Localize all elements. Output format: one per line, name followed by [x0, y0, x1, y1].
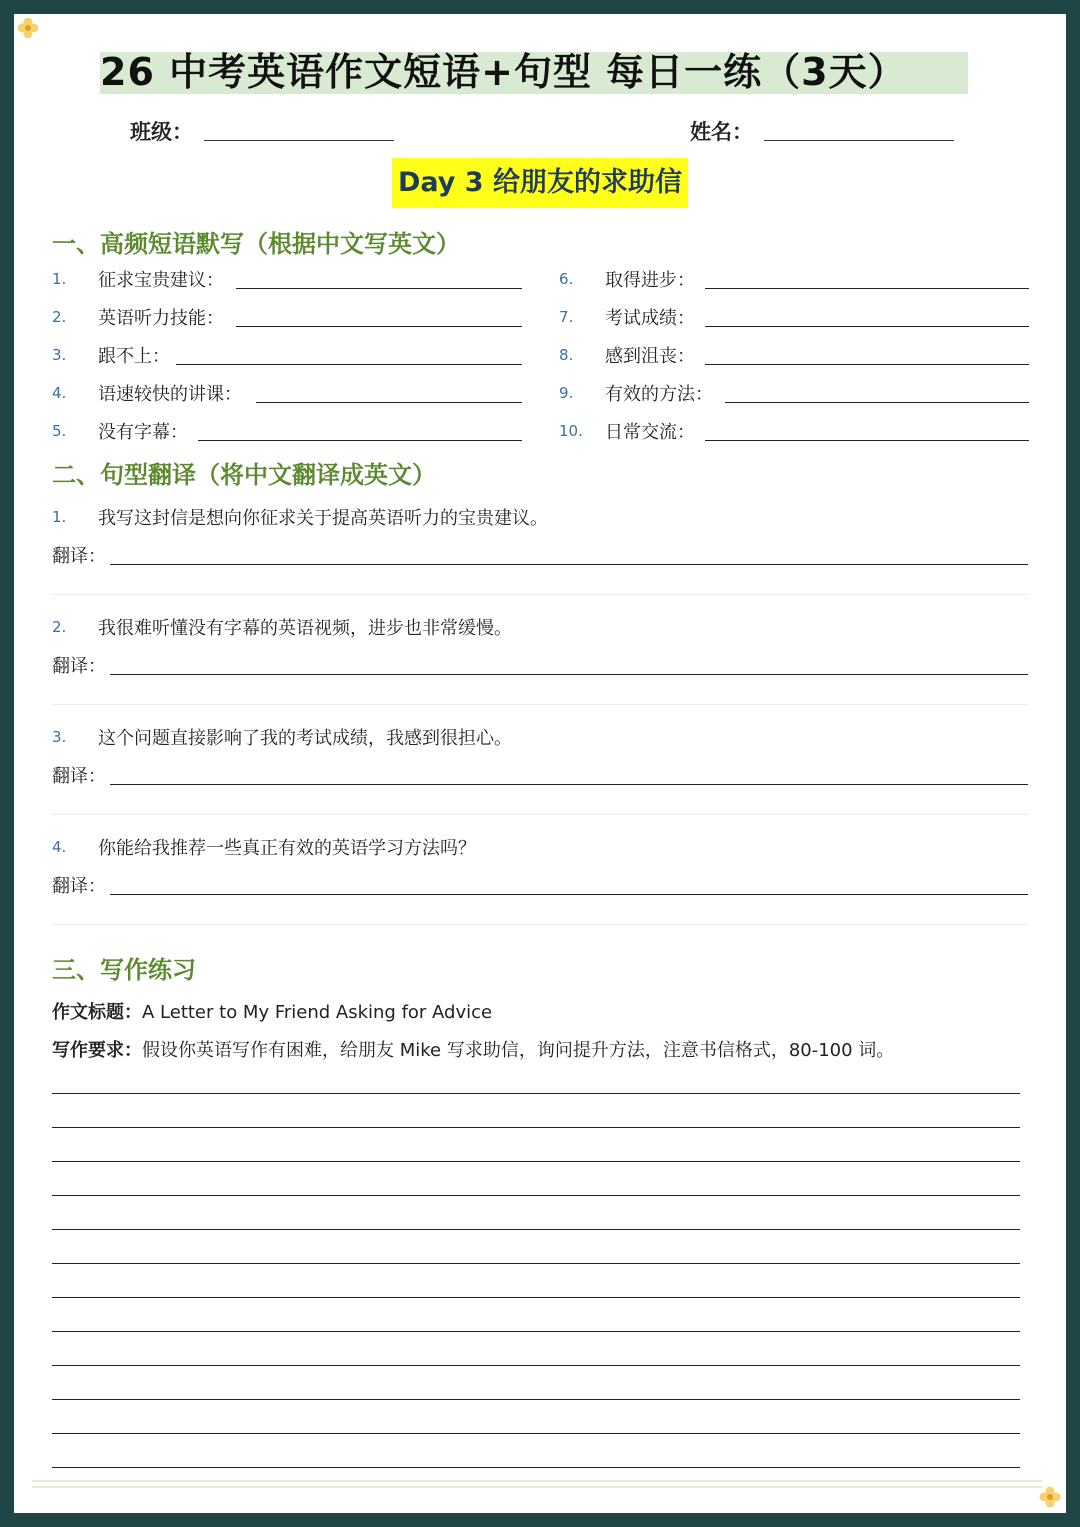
essay-requirement — [52, 1036, 894, 1062]
item-number: 3. — [52, 346, 67, 364]
phrase-item — [52, 304, 522, 334]
phrase-item — [52, 380, 522, 410]
item-number: 8. — [559, 346, 574, 364]
item-number: 4. — [52, 838, 67, 856]
sentence-prompt: 这个问题直接影响了我的考试成绩，我感到很担心。 — [98, 728, 512, 749]
item-number: 1. — [52, 508, 67, 526]
class-field[interactable] — [204, 140, 394, 141]
sentence-item — [52, 722, 1028, 822]
decorative-line — [32, 1480, 1042, 1482]
writing-line[interactable] — [52, 1399, 1020, 1400]
item-number: 9. — [559, 384, 574, 402]
answer-blank[interactable] — [236, 288, 522, 289]
requirement-text: 假设你英语写作有困难，给朋友 Mike 写求助信，询问提升方法，注意书信格式，80-100 词。 — [142, 1040, 895, 1061]
phrase-item — [52, 342, 522, 372]
phrase-item — [52, 418, 522, 448]
answer-blank[interactable] — [705, 440, 1029, 441]
section2-title: 二、句型翻译（将中文翻译成英文） — [52, 461, 436, 489]
writing-line[interactable] — [52, 1365, 1020, 1366]
phrase-item — [559, 418, 1029, 448]
flower-icon — [16, 16, 40, 40]
item-number: 7. — [559, 308, 574, 326]
phrase-prompt: 取得进步： — [605, 270, 695, 291]
divider — [52, 814, 1028, 815]
item-number: 2. — [52, 308, 67, 326]
sentence-prompt: 我写这封信是想向你征求关于提高英语听力的宝贵建议。 — [98, 508, 548, 529]
item-number: 1. — [52, 270, 67, 288]
phrase-prompt: 考试成绩： — [605, 308, 695, 329]
answer-blank[interactable] — [705, 364, 1029, 365]
phrase-item — [559, 380, 1029, 410]
flower-icon — [1038, 1485, 1062, 1509]
item-number: 2. — [52, 618, 67, 636]
answer-blank[interactable] — [176, 364, 522, 365]
sentence-prompt: 你能给我推荐一些真正有效的英语学习方法吗？ — [98, 838, 476, 859]
writing-line[interactable] — [52, 1161, 1020, 1162]
writing-line[interactable] — [52, 1263, 1020, 1264]
phrase-prompt: 日常交流： — [605, 422, 695, 443]
phrase-prompt: 没有字幕： — [98, 422, 188, 443]
phrase-prompt: 征求宝贵建议： — [98, 270, 224, 291]
sentence-prompt: 我很难听懂没有字幕的英语视频，进步也非常缓慢。 — [98, 618, 512, 639]
divider — [52, 594, 1028, 595]
answer-blank[interactable] — [198, 440, 522, 441]
writing-line[interactable] — [52, 1467, 1020, 1468]
page-title: 26 中考英语作文短语+句型 每日一练（3天） — [100, 50, 907, 94]
topic-label: 作文标题： — [52, 1002, 142, 1023]
answer-blank[interactable] — [236, 326, 522, 327]
item-number: 5. — [52, 422, 67, 440]
sentence-item — [52, 612, 1028, 712]
writing-line[interactable] — [52, 1093, 1020, 1094]
phrase-item — [559, 266, 1029, 296]
translation-blank[interactable] — [110, 894, 1028, 895]
item-number: 3. — [52, 728, 67, 746]
translation-blank[interactable] — [110, 674, 1028, 675]
answer-blank[interactable] — [725, 402, 1029, 403]
translate-label: 翻译： — [52, 546, 106, 567]
writing-line[interactable] — [52, 1331, 1020, 1332]
writing-line[interactable] — [52, 1127, 1020, 1128]
sentence-item — [52, 832, 1028, 932]
item-number: 10. — [559, 422, 583, 440]
divider — [52, 924, 1028, 925]
answer-blank[interactable] — [705, 288, 1029, 289]
translation-blank[interactable] — [110, 784, 1028, 785]
name-field[interactable] — [764, 140, 954, 141]
phrase-prompt: 感到沮丧： — [605, 346, 695, 367]
translate-label: 翻译： — [52, 656, 106, 677]
writing-line[interactable] — [52, 1433, 1020, 1434]
answer-blank[interactable] — [705, 326, 1029, 327]
sentence-item — [52, 502, 1028, 602]
day-title: Day 3 给朋友的求助信 — [398, 167, 682, 198]
phrase-prompt: 语速较快的讲课： — [98, 384, 242, 405]
section3-title: 三、写作练习 — [52, 956, 196, 984]
phrase-prompt: 有效的方法： — [605, 384, 713, 405]
phrase-item — [52, 266, 522, 296]
phrase-item — [559, 304, 1029, 334]
essay-topic — [52, 998, 492, 1024]
divider — [52, 704, 1028, 705]
translate-label: 翻译： — [52, 766, 106, 787]
phrase-prompt: 英语听力技能： — [98, 308, 224, 329]
worksheet-page — [14, 14, 1066, 1513]
phrase-prompt: 跟不上： — [98, 346, 170, 367]
decorative-line — [32, 1486, 1042, 1488]
name-label: 姓名： — [690, 119, 753, 144]
section1-title: 一、高频短语默写（根据中文写英文） — [52, 230, 460, 258]
item-number: 6. — [559, 270, 574, 288]
class-label: 班级： — [130, 119, 193, 144]
translation-blank[interactable] — [110, 564, 1028, 565]
requirement-label: 写作要求： — [52, 1040, 142, 1061]
translate-label: 翻译： — [52, 876, 106, 897]
writing-line[interactable] — [52, 1229, 1020, 1230]
item-number: 4. — [52, 384, 67, 402]
writing-line[interactable] — [52, 1195, 1020, 1196]
topic-text: A Letter to My Friend Asking for Advice — [142, 1002, 493, 1023]
phrase-item — [559, 342, 1029, 372]
writing-line[interactable] — [52, 1297, 1020, 1298]
answer-blank[interactable] — [256, 402, 522, 403]
